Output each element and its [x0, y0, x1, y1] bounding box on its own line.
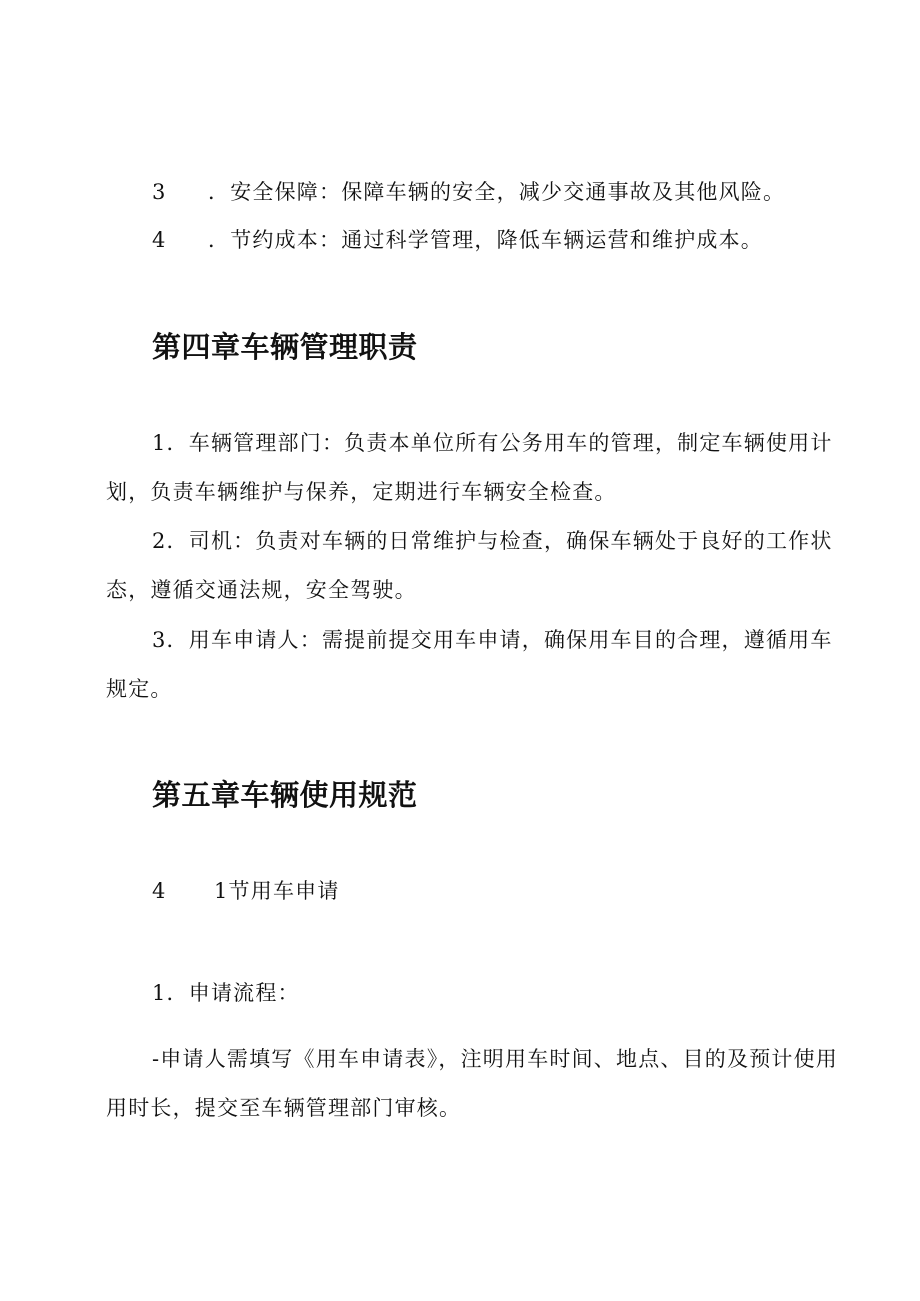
paragraph-line: 2．司机：负责对车辆的日常维护与检查，确保车辆处于良好的工作状 [152, 529, 833, 553]
list-number: 3 [152, 180, 166, 204]
section-title: 1节用车申请 [214, 879, 340, 903]
chapter-4-heading: 第四章车辆管理职责 [152, 330, 418, 364]
chapter-5-heading: 第五章车辆使用规范 [152, 778, 418, 812]
paragraph-line: 用时长，提交至车辆管理部门审核。 [106, 1096, 462, 1120]
list-item-text: ．节约成本：通过科学管理，降低车辆运营和维护成本。 [208, 228, 763, 252]
paragraph-line: 规定。 [106, 677, 173, 701]
paragraph-line: 划，负责车辆维护与保养，定期进行车辆安全检查。 [106, 480, 617, 504]
paragraph-line: 3．用车申请人：需提前提交用车申请，确保用车目的合理，遵循用车 [152, 628, 833, 652]
section-number: 4 [152, 879, 166, 903]
paragraph-line: -申请人需填写《用车申请表》，注明用车时间、地点、目的及预计使用 [152, 1047, 838, 1071]
paragraph-line: 态，遵循交通法规，安全驾驶。 [106, 578, 417, 602]
list-number: 4 [152, 228, 166, 252]
step-label: 1．申请流程： [152, 981, 300, 1005]
paragraph-line: 1．车辆管理部门：负责本单位所有公务用车的管理，制定车辆使用计 [152, 431, 833, 455]
list-item-text: ．安全保障：保障车辆的安全，减少交通事故及其他风险。 [208, 180, 786, 204]
